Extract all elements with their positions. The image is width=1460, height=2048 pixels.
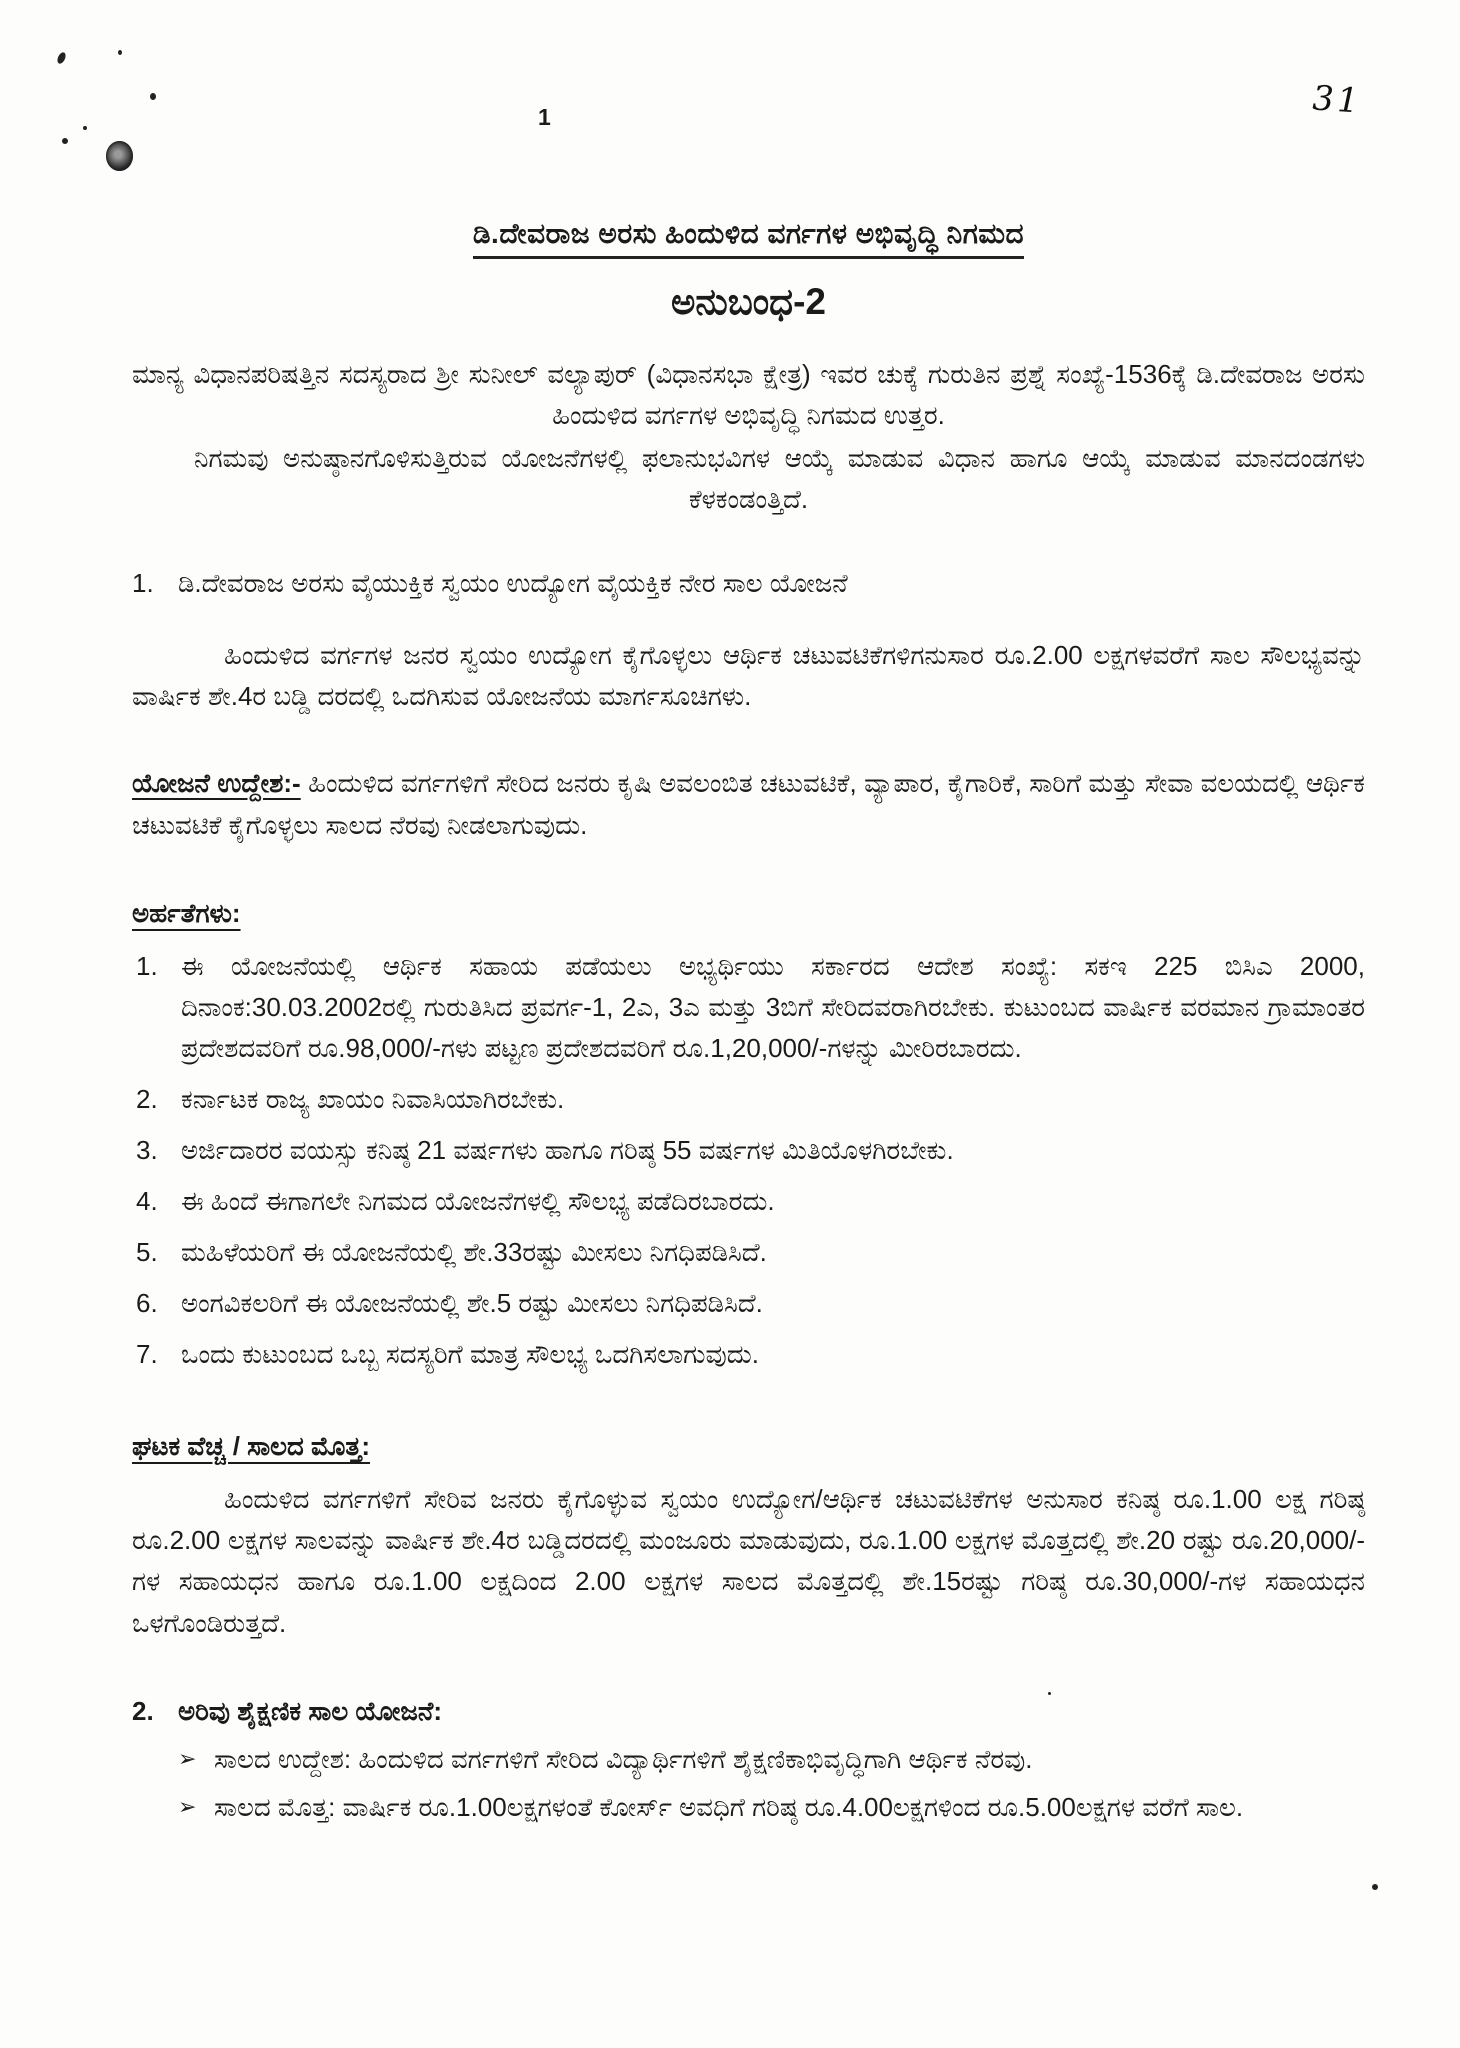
intro-paragraph-selection-criteria: ನಿಗಮವು ಅನುಷ್ಠಾನಗೊಳಿಸುತ್ತಿರುವ ಯೋಜನೆಗಳಲ್ಲಿ ಫಲಾನುಭವಿಗಳ ಆಯ್ಕೆ ಮಾಡುವ ವಿಧಾನ ಹಾಗೂ ಆಯ್ಕೆ ಮಾಡುವ ಮಾನದಂಡಗಳು ಕೆಳಕಂಡಂತ್ತಿದೆ. [194, 443, 1365, 515]
eligibility-item [132, 1130, 1365, 1171]
education-loan-bullet-list [132, 1739, 1365, 1828]
section1-title: ಡಿ.ದೇವರಾಜ ಅರಸು ವೈಯುಕ್ತಿಕ ಸ್ವಯಂ ಉದ್ಯೋಗ ವೈಯಕ್ತಿಕ ನೇರ ಸಾಲ ಯೋಜನೆ [178, 568, 848, 599]
section2-heading [132, 1692, 1365, 1731]
bullet-item-loan-objective [178, 1739, 1365, 1779]
eligibility-item-number: 5. [136, 1237, 158, 1268]
eligibility-item [132, 1181, 1365, 1222]
ink-speck [1372, 1884, 1378, 1890]
scheme-objective-label: ಯೋಜನೆ ಉದ್ದೇಶ:- [132, 768, 301, 799]
page-number: 1 [538, 104, 552, 130]
eligibility-item [132, 1232, 1365, 1273]
eligibility-item [132, 1283, 1365, 1324]
eligibility-item-number: 7. [136, 1339, 158, 1370]
handwritten-page-annotation: 31 [1307, 78, 1366, 122]
eligibility-item-text: ಮಹಿಳೆಯರಿಗೆ ಈ ಯೋಜನೆಯಲ್ಲಿ ಶೇ.33ರಷ್ಟು ಮೀಸಲು ನಿಗಧಿಪಡಿಸಿದೆ. [181, 1237, 767, 1268]
eligibility-item-number: 3. [136, 1134, 158, 1165]
eligibility-item [132, 1334, 1365, 1375]
intro-paragraph-question-reference: ಮಾನ್ಯ ವಿಧಾನಪರಿಷತ್ತಿನ ಸದಸ್ಯರಾದ ಶ್ರೀ ಸುನೀಲ್ ವಲ್ಯಾಪುರ್ (ವಿಧಾನಸಭಾ ಕ್ಷೇತ್ರ) ಇವರ ಚುಕ್ಕೆ ಗುರುತಿನ ಪ್ರಶ್ನೆ ಸಂಖ್ಯೆ-1536ಕ್ಕೆ ಡಿ.ದೇವರಾಜ ಅರಸು ಹಿಂದುಳಿದ ವರ್ಗಗಳ ಅಭಿವೃದ್ಧಿ ನಿಗಮದ ಉತ್ತರ. [132, 359, 1365, 431]
bullet-item-loan-amount [178, 1787, 1365, 1827]
eligibility-item-text: ಒಂದು ಕುಟುಂಬದ ಒಬ್ಬ ಸದಸ್ಯರಿಗೆ ಮಾತ್ರ ಸೌಲಭ್ಯ ಒದಗಿಸಲಾಗುವುದು. [181, 1339, 759, 1370]
bullet-item-text: ಸಾಲದ ಮೊತ್ತ: ವಾರ್ಷಿಕ ರೂ.1.00ಲಕ್ಷಗಳಂತೆ ಕೋರ್ಸ್ ಅವಧಿಗೆ ಗರಿಷ್ಠ ರೂ.4.00ಲಕ್ಷಗಳಿಂದ ರೂ.5.00ಲಕ್ಷಗಳ ವರೆಗೆ ಸಾಲ. [214, 1791, 1244, 1822]
section1-intro-paragraph: ಹಿಂದುಳಿದ ವರ್ಗಗಳ ಜನರ ಸ್ವಯಂ ಉದ್ಯೋಗ ಕೈಗೊಳ್ಳಲು ಆರ್ಥಿಕ ಚಟುವಟಿಕೆಗಳಿಗನುಸಾರ ರೂ.2.00 ಲಕ್ಷಗಳವರೆಗೆ ಸಾಲ ಸೌಲಭ್ಯವನ್ನು ವಾರ್ಷಿಕ ಶೇ.4ರ ಬಡ್ಡಿ ದರದಲ್ಲಿ ಒದಗಿಸುವ ಯೋಜನೆಯ ಮಾರ್ಗಸೂಚಿಗಳು. [132, 640, 1365, 712]
ink-speck [118, 50, 122, 55]
eligibility-item [132, 946, 1365, 1069]
eligibility-item-text: ಈ ಯೋಜನೆಯಲ್ಲಿ ಆರ್ಥಿಕ ಸಹಾಯ ಪಡೆಯಲು ಅಭ್ಯರ್ಥಿಯು ಸರ್ಕಾರದ ಆದೇಶ ಸಂಖ್ಯೆ: ಸಕಇ 225 ಬಿಸಿಎ 2000, ದಿನಾಂಕ:30.03.2002ರಲ್ಲಿ ಗುರುತಿಸಿದ ಪ್ರವರ್ಗ-1, 2ಎ, 3ಎ ಮತ್ತು 3ಬಿಗೆ ಸೇರಿದವರಾಗಿರಬೇಕು. ಕುಟುಂಬದ ವಾರ್ಷಿಕ ವರಮಾನ ಗ್ರಾಮಾಂತರ ಪ್ರದೇಶದವರಿಗೆ ರೂ.98,000/-ಗಳು ಪಟ್ಟಣ ಪ್ರದೇಶದವರಿಗೆ ರೂ.1,20,000/-ಗಳನ್ನು ಮೀರಿರಬಾರದು. [181, 950, 1365, 1063]
section2-number: 2. [132, 1695, 154, 1726]
eligibility-item-number: 6. [136, 1288, 158, 1319]
punch-hole-mark [106, 141, 133, 171]
section1-heading [132, 564, 1365, 603]
arrow-bullet-icon: ➢ [178, 1745, 197, 1771]
unit-cost-heading: ಘಟಕ ವೆಚ್ಚ / ಸಾಲದ ಮೊತ್ತ: [132, 1431, 370, 1462]
eligibility-item-text: ಕರ್ನಾಟಕ ರಾಜ್ಯ ಖಾಯಂ ನಿವಾಸಿಯಾಗಿರಬೇಕು. [181, 1083, 565, 1114]
eligibility-item-number: 4. [136, 1186, 158, 1217]
scheme-objective-paragraph [132, 763, 1365, 845]
annexure-subtitle: ಅನುಬಂಧ-2 [671, 281, 826, 322]
eligibility-item [132, 1079, 1365, 1120]
unit-cost-paragraph: ಹಿಂದುಳಿದ ವರ್ಗಗಳಿಗೆ ಸೇರಿವ ಜನರು ಕೈಗೊಳ್ಳುವ ಸ್ವಯಂ ಉದ್ಯೋಗ/ಆರ್ಥಿಕ ಚಟುವಟಿಕೆಗಳ ಅನುಸಾರ ಕನಿಷ್ಠ ರೂ.1.00 ಲಕ್ಷ ಗರಿಷ್ಠ ರೂ.2.00 ಲಕ್ಷಗಳ ಸಾಲವನ್ನು ವಾರ್ಷಿಕ ಶೇ.4ರ ಬಡ್ಡಿದರದಲ್ಲಿ ಮಂಜೂರು ಮಾಡುವುದು, ರೂ.1.00 ಲಕ್ಷಗಳ ಮೊತ್ತದಲ್ಲಿ ಶೇ.20 ರಷ್ಟು ರೂ.20,000/-ಗಳ ಸಹಾಯಧನ ಹಾಗೂ ರೂ.1.00 ಲಕ್ಷದಿಂದ 2.00 ಲಕ್ಷಗಳ ಸಾಲದ ಮೊತ್ತದಲ್ಲಿ ಶೇ.15ರಷ್ಟು ಗರಿಷ್ಠ ರೂ.30,000/-ಗಳ ಸಹಾಯಧನ ಒಳಗೊಂಡಿರುತ್ತದೆ. [132, 1484, 1365, 1638]
eligibility-item-text: ಈ ಹಿಂದೆ ಈಗಾಗಲೇ ನಿಗಮದ ಯೋಜನೆಗಳಲ್ಲಿ ಸೌಲಭ್ಯ ಪಡೆದಿರಬಾರದು. [181, 1186, 775, 1217]
ink-speck [83, 126, 87, 130]
scheme-objective-text: ಹಿಂದುಳಿದ ವರ್ಗಗಳಿಗೆ ಸೇರಿದ ಜನರು ಕೃಷಿ ಅವಲಂಬಿತ ಚಟುವಟಿಕೆ, ವ್ಯಾಪಾರ, ಕೈಗಾರಿಕೆ, ಸಾರಿಗೆ ಮತ್ತು ಸೇವಾ ವಲಯದಲ್ಲಿ ಆರ್ಥಿಕ ಚಟುವಟಿಕೆ ಕೈಗೊಳ್ಳಲು ಸಾಲದ ನೆರವು ನೀಡಲಾಗುವುದು. [132, 768, 1365, 840]
arrow-bullet-icon: ➢ [178, 1793, 197, 1819]
eligibility-item-number: 2. [136, 1083, 158, 1114]
section2-title: ಅರಿವು ಶೈಕ್ಷಣಿಕ ಸಾಲ ಯೋಜನೆ: [178, 1695, 442, 1726]
eligibility-item-text: ಅಂಗವಿಕಲರಿಗೆ ಈ ಯೋಜನೆಯಲ್ಲಿ ಶೇ.5 ರಷ್ಟು ಮೀಸಲು ನಿಗಧಿಪಡಿಸಿದೆ. [181, 1288, 763, 1319]
eligibility-item-number: 1. [136, 950, 158, 981]
bullet-item-text: ಸಾಲದ ಉದ್ದೇಶ: ಹಿಂದುಳಿದ ವರ್ಗಗಳಿಗೆ ಸೇರಿದ ವಿದ್ಯಾರ್ಥಿಗಳಿಗೆ ಶೈಕ್ಷಣಿಕಾಭಿವೃದ್ಧಿಗಾಗಿ ಆರ್ಥಿಕ ನೆರವು. [214, 1743, 1033, 1774]
eligibility-list [132, 946, 1365, 1376]
eligibility-item-text: ಅರ್ಜಿದಾರರ ವಯಸ್ಸು ಕನಿಷ್ಠ 21 ವರ್ಷಗಳು ಹಾಗೂ ಗರಿಷ್ಠ 55 ವರ್ಷಗಳ ಮಿತಿಯೊಳಗಿರಬೇಕು. [181, 1134, 954, 1165]
document-title: ಡಿ.ದೇವರಾಜ ಅರಸು ಹಿಂದುಳಿದ ವರ್ಗಗಳ ಅಭಿವೃದ್ಧಿ ನಿಗಮದ [473, 218, 1024, 259]
section1-number: 1. [132, 568, 154, 599]
ink-speck [62, 138, 68, 144]
eligibility-heading: ಅರ್ಹತೆಗಳು: [132, 897, 241, 928]
document-content [132, 0, 1365, 1827]
ink-speck [56, 51, 67, 65]
